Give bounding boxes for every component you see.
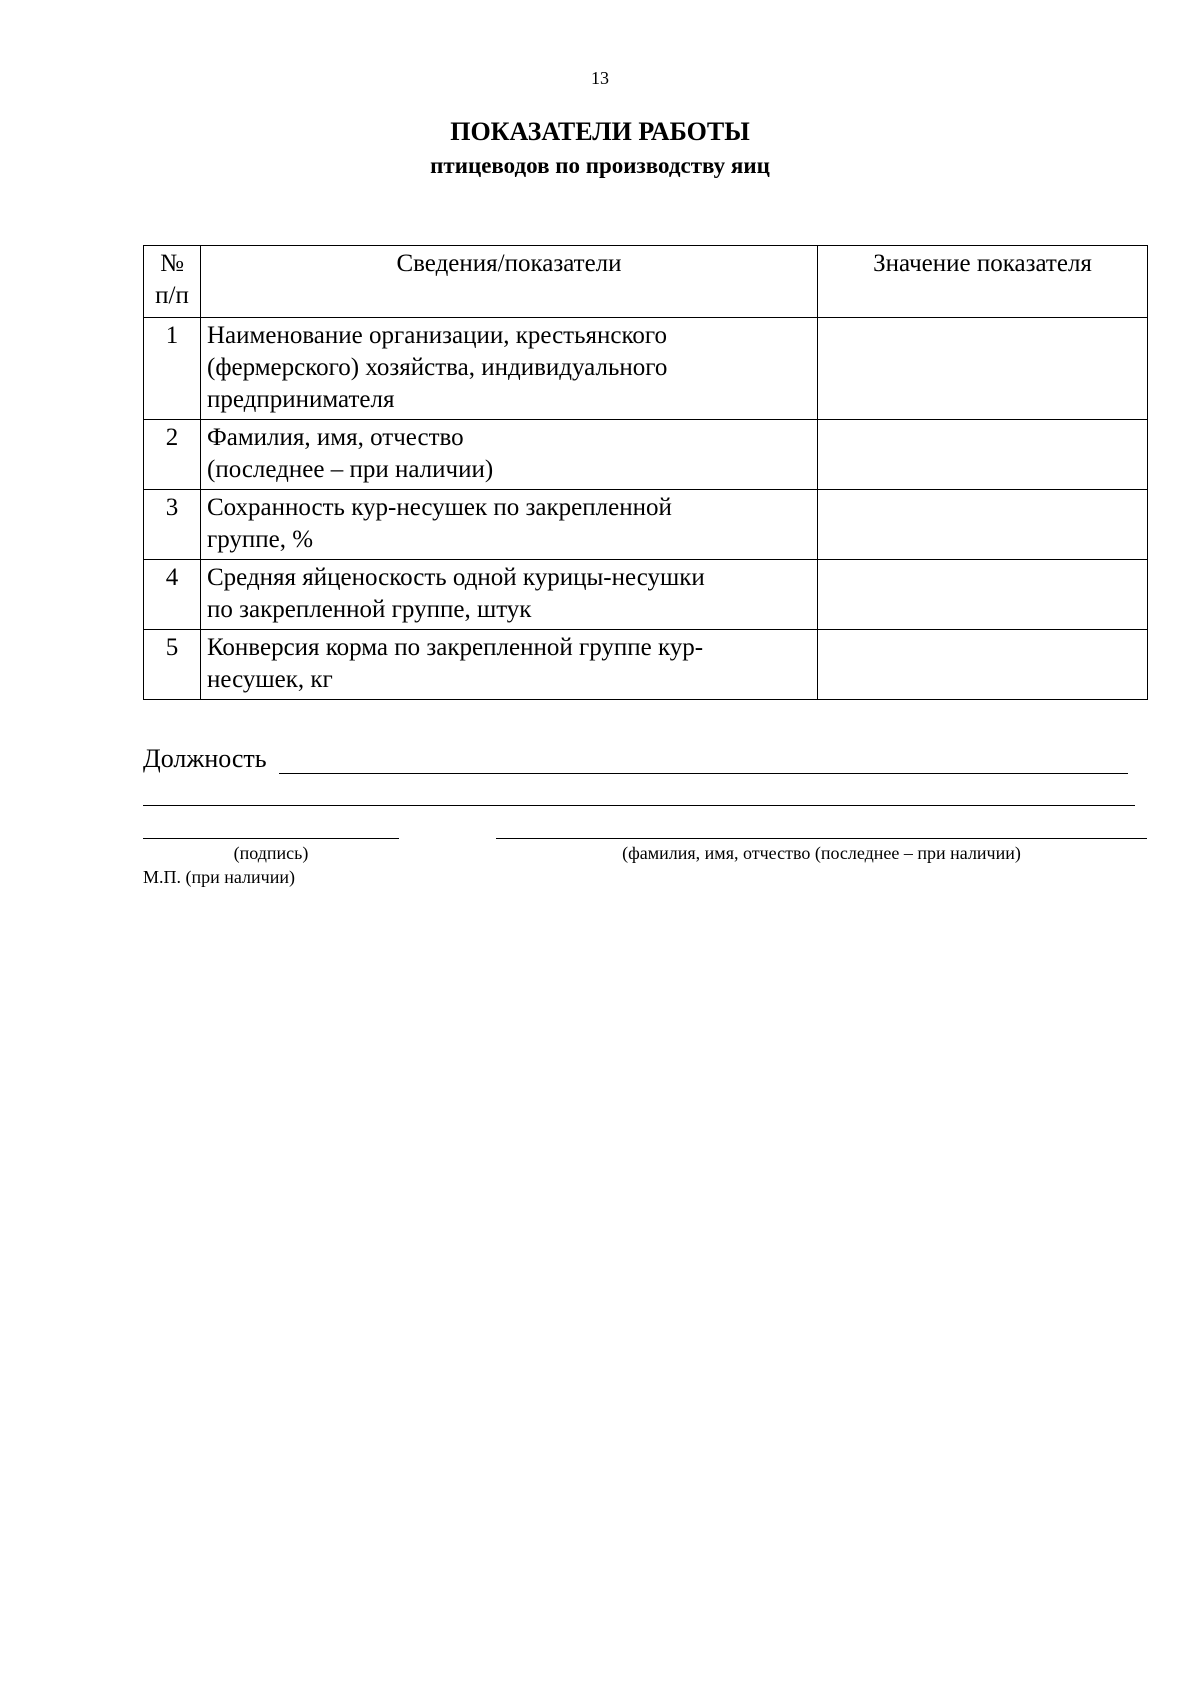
table-row xyxy=(144,630,1148,700)
page-number: 13 xyxy=(591,68,609,88)
table-row xyxy=(144,420,1148,490)
row-info: Конверсия корма по закрепленной группе кур- несушек, кг xyxy=(201,630,818,700)
table-row xyxy=(144,560,1148,630)
position-continuation-line[interactable] xyxy=(143,805,1135,806)
position-label: Должность xyxy=(143,744,267,773)
row-num: 3 xyxy=(144,490,201,560)
full-name-line[interactable] xyxy=(496,838,1147,839)
row-num: 5 xyxy=(144,630,201,700)
document-subtitle: птицеводов по производству яиц xyxy=(430,153,770,178)
row-info: Средняя яйценоскость одной курицы-несушки по закрепленной группе, штук xyxy=(201,560,818,630)
row-value[interactable] xyxy=(818,318,1148,420)
signature-caption: (подпись) xyxy=(233,843,309,863)
header-info: Сведения/показатели xyxy=(201,246,818,318)
row-num: 4 xyxy=(144,560,201,630)
table-header-row xyxy=(144,246,1148,318)
row-info: Фамилия, имя, отчество (последнее – при наличии) xyxy=(201,420,818,490)
stamp-caption: М.П. (при наличии) xyxy=(143,867,295,887)
position-field xyxy=(143,742,1128,776)
row-value[interactable] xyxy=(818,630,1148,700)
position-blank-line[interactable] xyxy=(279,773,1128,774)
table-row xyxy=(144,490,1148,560)
row-value[interactable] xyxy=(818,560,1148,630)
row-num: 2 xyxy=(144,420,201,490)
row-info: Наименование организации, крестьянского (фермерского) хозяйства, индивидуального предпринимателя xyxy=(201,318,818,420)
row-info: Сохранность кур-несушек по закрепленной группе, % xyxy=(201,490,818,560)
full-name-caption: (фамилия, имя, отчество (последнее – при наличии) xyxy=(622,843,1021,863)
header-num: № п/п xyxy=(144,246,201,318)
signature-line[interactable] xyxy=(143,838,399,839)
header-value: Значение показателя xyxy=(818,246,1148,318)
row-value[interactable] xyxy=(818,490,1148,560)
row-value[interactable] xyxy=(818,420,1148,490)
table-row xyxy=(144,318,1148,420)
row-num: 1 xyxy=(144,318,201,420)
document-title: ПОКАЗАТЕЛИ РАБОТЫ xyxy=(450,117,750,146)
indicators-table xyxy=(143,245,1148,700)
